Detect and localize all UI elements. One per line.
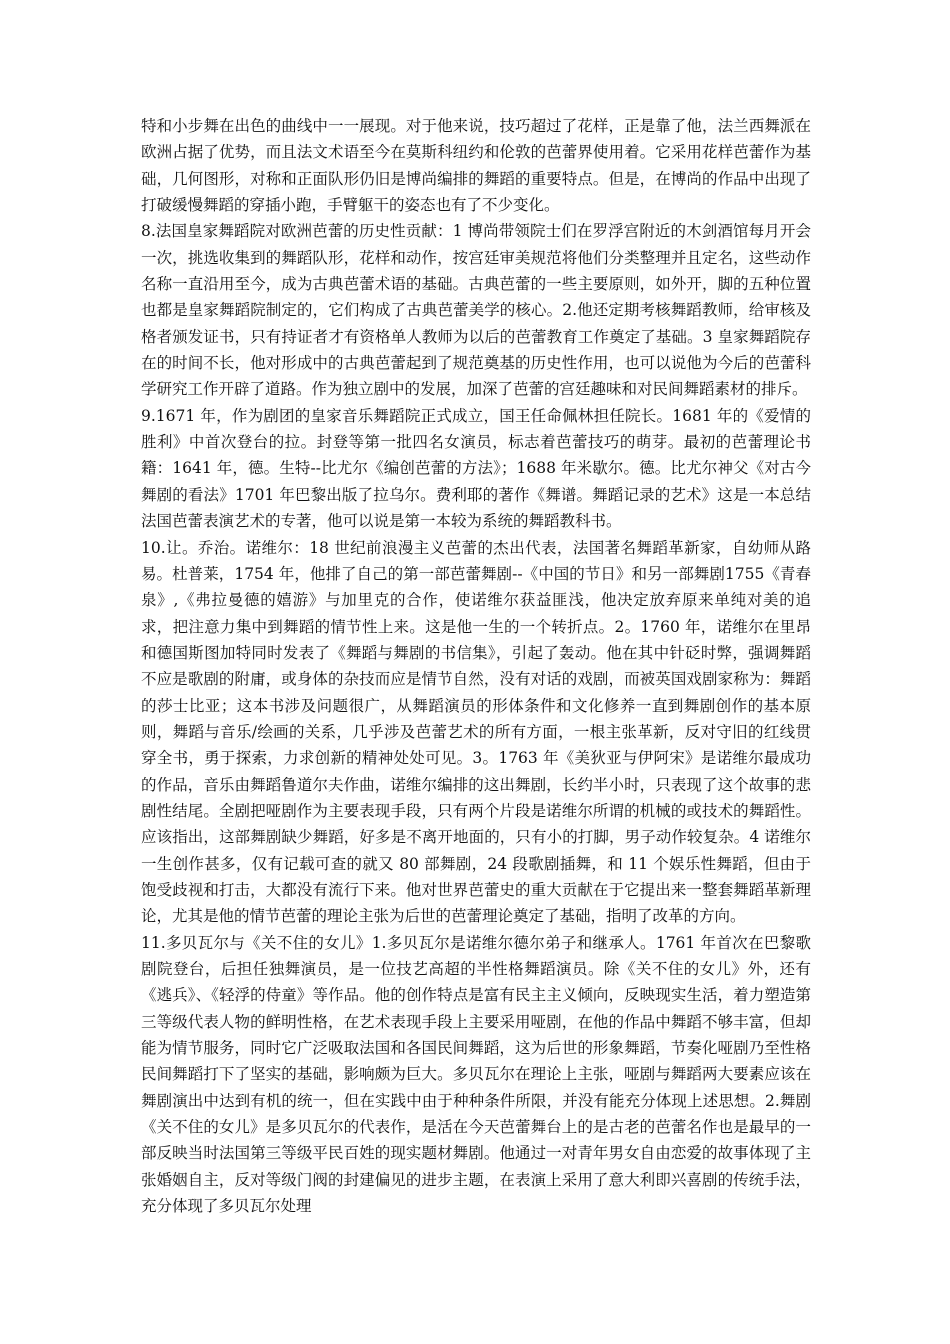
- paragraph-item-8: 8.法国皇家舞蹈院对欧洲芭蕾的历史性贡献：1 博尚带领院士们在罗浮宫附近的木剑酒馆每月开会一次，挑选收集到的舞蹈队形，花样和动作，按宫廷审美规范将他们分类整理并且定名，这些动作名称一直沿用至今，成为古典芭蕾术语的基础。古典芭蕾的一些主要原则，如外开，脚的五种位置也都是皇家舞蹈院制定的，它们构成了古典芭蕾美学的核心。2.他还定期考核舞蹈教师，给审核及格者颁发证书，只有持证者才有资格单人教师为以后的芭蕾教育工作奠定了基础。3 皇家舞蹈院存在的时间不长，他对形成中的古典芭蕾起到了规范奠基的历史性作用，也可以说他为今后的芭蕾科学研究工作开辟了道路。作为独立剧中的发展，加深了芭蕾的宫廷趣味和对民间舞蹈素材的排斥。: [141, 222, 811, 399]
- paragraph-continuation: 特和小步舞在出色的曲线中一一展现。对于他来说，技巧超过了花样，正是靠了他，法兰西舞派在欧洲占据了优势，而且法文术语至今在莫斯科纽约和伦敦的芭蕾界使用着。它采用花样芭蕾作为基础，几何图形，对称和正面队形仍旧是博尚编排的舞蹈的重要特点。但是，在博尚的作品中出现了打破缓慢舞蹈的穿插小跑，手臂躯干的姿态也有了不少变化。: [141, 117, 811, 215]
- paragraph-item-10: 10.让。乔治。诺维尔：18 世纪前浪漫主义芭蕾的杰出代表，法国著名舞蹈革新家，自幼师从路易。杜普莱，1754 年，他排了自己的第一部芭蕾舞剧--《中国的节日》和另一部舞剧1755《青春泉》,《弗拉曼德的嬉游》与加里克的合作，使诺维尔获益匪浅，他决定放弃原来单纯对美的追求，把注意力集中到舞蹈的情节性上来。这是他一生的一个转折点。2。1760 年，诺维尔在里昂和德国斯图加特同时发表了《舞蹈与舞剧的书信集》，引起了轰动。他在其中针砭时弊，强调舞蹈不应是歌剧的附庸，或身体的杂技而应是情节自然，没有对话的戏剧，而被英国戏剧家称为：舞蹈的莎士比亚；这本书涉及问题很广，从舞蹈演员的形体条件和文化修养一直到舞剧创作的基本原则，舞蹈与音乐/绘画的关系，几乎涉及芭蕾艺术的所有方面，一根主张革新，反对守旧的红线贯穿全书，勇于探索，力求创新的精神处处可见。3。1763 年《美狄亚与伊阿宋》是诺维尔最成功的作品，音乐由舞蹈鲁道尔夫作曲，诺维尔编排的这出舞剧，长约半小时，只表现了这个故事的悲剧性结尾。全剧把哑剧作为主要表现手段，只有两个片段是诺维尔所谓的机械的或技术的舞蹈性。应该指出，这部舞剧缺少舞蹈，好多是不离开地面的，只有小的打脚，男子动作较复杂。4 诺维尔一生创作甚多，仅有记载可查的就又 80 部舞剧，24 段歌剧插舞，和 11 个娱乐性舞蹈，但由于饱受歧视和打击，大都没有流行下来。他对世界芭蕾史的重大贡献在于它提出来一整套舞蹈革新理论，尤其是他的情节芭蕾的理论主张为后世的芭蕾理论奠定了基础，指明了改革的方向。: [141, 538, 811, 926]
- paragraph-item-11: 11.多贝瓦尔与《关不住的女儿》1.多贝瓦尔是诺维尔德尔弟子和继承人。1761 年首次在巴黎歌剧院登台，后担任独舞演员，是一位技艺高超的半性格舞蹈演员。除《关不住的女儿》外，还有《逃兵》、《轻浮的侍童》等作品。他的创作特点是富有民主主义倾向，反映现实生活，着力塑造第三等级代表人物的鲜明性格，在艺术表现手段上主要采用哑剧，在他的作品中舞蹈不够丰富，但却能为情节服务，同时它广泛吸取法国和各国民间舞蹈，这为后世的形象舞蹈，节奏化哑剧乃至性格民间舞蹈打下了坚实的基础，影响颇为巨大。多贝瓦尔在理论上主张，哑剧与舞蹈两大要素应该在舞剧演出中达到有机的统一，但在实践中由于种种条件所限，并没有能充分体现上述思想。2.舞剧《关不住的女儿》是多贝瓦尔的代表作，是活在今天芭蕾舞台上的是古老的芭蕾名作也是最早的一部反映当时法国第三等级平民百姓的现实题材舞剧。他通过一对青年男女自由恋爱的故事体现了主张婚姻自主，反对等级门阀的封建偏见的进步主题，在表演上采用了意大利即兴喜剧的传统手法，充分体现了多贝瓦尔处理: [141, 933, 811, 1216]
- document-page: [141, 113, 811, 1219]
- paragraph-item-9: 9.1671 年，作为剧团的皇家音乐舞蹈院正式成立，国王任命佩林担任院长。1681 年的《爱情的胜利》中首次登台的拉。封登等第一批四名女演员，标志着芭蕾技巧的萌芽。最初的芭蕾理论书籍：1641 年，德。生特--比尤尔《编创芭蕾的方法》；1688 年米歇尔。德。比尤尔神父《对古今舞剧的看法》1701 年巴黎出版了拉乌尔。费利耶的著作《舞谱。舞蹈记录的艺术》这是一本总结法国芭蕾表演艺术的专著，他可以说是第一本较为系统的舞蹈教科书。: [141, 406, 811, 531]
